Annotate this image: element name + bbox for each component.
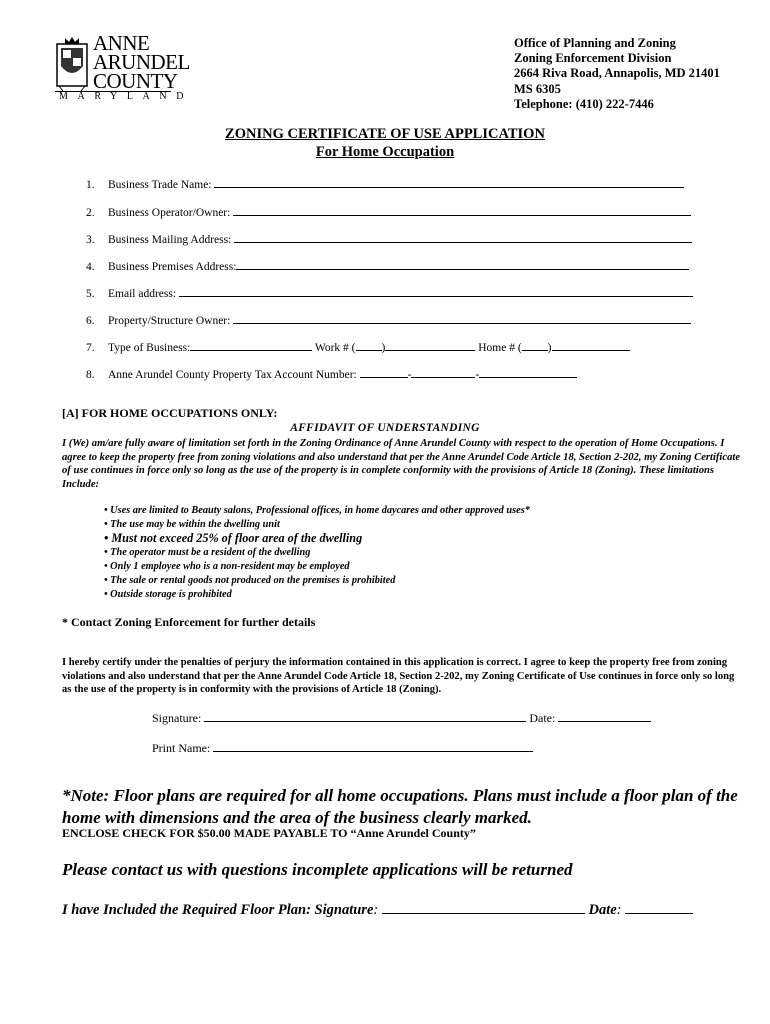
colon: : [616,902,622,918]
floor-plan-date-input[interactable] [625,900,693,914]
logo-state: MARYLAND [59,91,194,102]
business-premises-address-input[interactable] [236,258,689,270]
office-address [514,36,720,112]
field-email-address [86,285,693,300]
paren-close: ) [547,342,552,354]
list-item: • Outside storage is prohibited [104,588,232,600]
print-name-input[interactable] [213,740,533,752]
field-tax-account-number [86,366,577,381]
signature-input[interactable] [204,710,526,722]
field-label: Business Operator/Owner: [108,207,231,219]
logo-line-1: ANNE [93,31,150,55]
list-item: • Only 1 employee who is a non-resident may be employed [104,561,350,573]
list-item: • The sale or rental goods not produced on the premises is prohibited [104,574,396,586]
floor-plan-note: *Note: Floor plans are required for all home occupations. Plans must include a floor plan of the home with dimensions and the area of the business clearly marked. [62,786,738,827]
field-number: 8. [86,369,95,381]
field-label: Email address: [108,288,177,300]
field-business-operator [86,204,691,219]
floor-plan-signature-label: I have Included the Required Floor Plan: Signature [62,902,374,918]
enclose-check-note: ENCLOSE CHECK FOR $50.00 MADE PAYABLE TO “Anne Arundel County” [62,826,476,840]
field-label: Property/Structure Owner: [108,315,231,327]
county-seal-icon [55,36,89,92]
field-number: 7. [86,342,95,354]
list-item: • Uses are limited to Beauty salons, Professional offices, in home daycares and other approved uses* [104,505,530,516]
field-number: 3. [86,234,95,246]
field-business-mailing-address [86,231,692,246]
floor-plan-date-label: Date [588,902,617,918]
field-business-trade-name [86,176,684,191]
type-of-business-input[interactable] [190,339,312,351]
form-title: ZONING CERTIFICATE OF USE APPLICATION [225,126,545,142]
field-label: Type of Business: [108,342,191,354]
form-subtitle: For Home Occupation [315,144,455,160]
office-line: 2664 Riva Road, Annapolis, MD 21401 [514,66,720,81]
business-operator-input[interactable] [233,204,691,216]
work-phone-input[interactable] [385,339,475,351]
signature-label: Signature: [152,711,202,725]
list-item: • Must not exceed 25% of floor area of the dwelling [104,531,363,546]
field-number: 2. [86,207,95,219]
office-line: Office of Planning and Zoning [514,36,676,50]
office-line: MS 6305 [514,81,561,96]
tax-account-part1-input[interactable] [360,366,408,378]
field-label: Business Premises Address: [108,261,237,273]
print-name-row [152,740,533,756]
field-number: 4. [86,261,95,273]
paren-close: ) [381,342,386,354]
tax-account-part3-input[interactable] [479,366,577,378]
field-number: 6. [86,315,95,327]
affidavit-text: I (We) am/are fully aware of limitation set forth in the Zoning Ordinance of Anne Arundel County with respect to the operation of Home Occupations. I agree to keep the property free from zoning violations and also understand that per the Anne Arundel Code Article 18, Section 2-202, my Zoning Certificate of use continues in force only so long as the use of the property is in complete conformity with the provisions of Article 18 (Zoning). These limitations Include: [62,438,741,490]
list-item: • The operator must be a resident of the dwelling [104,547,311,559]
field-business-premises-address [86,258,689,273]
tax-account-part2-input[interactable] [411,366,475,378]
office-line: Telephone: (410) 222-7446 [514,96,654,111]
office-line: Zoning Enforcement Division [514,51,672,66]
home-phone-input[interactable] [552,339,630,351]
date-input[interactable] [558,710,651,722]
floor-plan-signature-row [62,900,693,919]
work-area-code-input[interactable] [356,339,382,351]
field-label: Anne Arundel County Property Tax Account Number: [108,369,357,381]
field-property-owner [86,312,691,327]
field-number: 5. [86,288,95,300]
please-contact-note: Please contact us with questions incomplete applications will be returned [62,860,573,879]
logo-line-3: COUNTY [93,69,178,93]
work-phone-label: Work # ( [314,342,356,354]
home-phone-label: Home # ( [478,342,522,354]
limitations-list [104,504,530,601]
field-label: Business Mailing Address: [108,234,232,246]
signature-row [152,710,651,726]
dash: - [475,369,480,381]
print-name-label: Print Name: [152,741,211,755]
list-item: • The use may be within the dwelling unit [104,518,280,530]
certification-text: I hereby certify under the penalties of perjury the information contained in this application is correct. I agree to keep the property free from zoning violations and also understand that per the Anne Arundel Code Article 18, Section 2-202, my Zoning Certificate of Use continues in force only so long as the use of the property is in conformity with the provisions of Article 18 (Zoning). [62,657,735,696]
contact-note: * Contact Zoning Enforcement for further details [62,615,316,629]
email-address-input[interactable] [179,285,693,297]
field-label: Business Trade Name: [108,179,212,191]
colon: : [373,902,379,918]
date-label: Date: [529,711,556,725]
property-owner-input[interactable] [233,312,691,324]
home-area-code-input[interactable] [522,339,548,351]
affidavit-heading: AFFIDAVIT OF UNDERSTANDING [290,422,480,434]
business-trade-name-input[interactable] [214,176,684,188]
section-a-heading: [A] FOR HOME OCCUPATIONS ONLY: [62,406,278,420]
logo-line-2: ARUNDEL [93,50,190,74]
county-logo [55,30,194,106]
field-type-of-business [86,339,630,354]
dash: - [407,369,412,381]
floor-plan-signature-input[interactable] [382,900,585,914]
business-mailing-address-input[interactable] [234,231,692,243]
county-name [93,31,190,93]
field-number: 1. [86,179,95,191]
